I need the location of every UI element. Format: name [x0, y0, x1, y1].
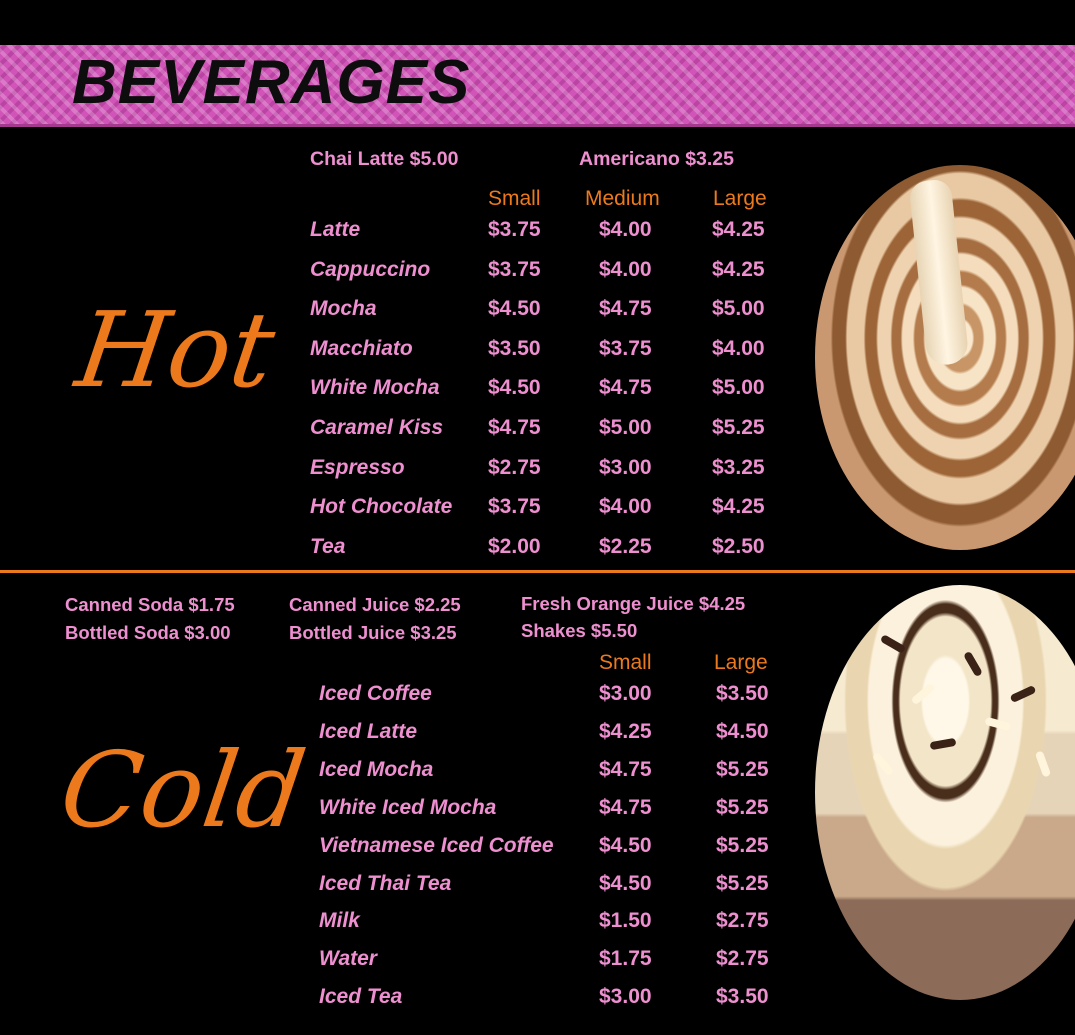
- hot-item-price: $4.75: [488, 416, 541, 439]
- cold-item-price: $1.75: [599, 947, 652, 970]
- hot-item-price: $5.00: [599, 416, 652, 439]
- hot-item-price: $4.00: [599, 218, 652, 241]
- hot-item-price: $4.00: [712, 337, 765, 360]
- hot-size-small-header: Small: [488, 187, 541, 210]
- hot-item-price: $4.50: [488, 297, 541, 320]
- cold-item-price: $5.25: [716, 796, 769, 819]
- cold-item-price: $2.75: [716, 947, 769, 970]
- cold-extra-bottled-soda: Bottled Soda $3.00: [65, 622, 231, 643]
- cold-item-name: Milk: [319, 909, 360, 932]
- cold-item-name: Iced Mocha: [319, 758, 434, 781]
- hot-item-price: $4.25: [712, 218, 765, 241]
- cold-item-name: White Iced Mocha: [319, 796, 497, 819]
- hot-item-price: $5.25: [712, 416, 765, 439]
- cold-extra-canned-soda: Canned Soda $1.75: [65, 594, 235, 615]
- hot-item-price: $5.00: [712, 297, 765, 320]
- hot-item-name: Mocha: [310, 297, 377, 320]
- cold-extra-shakes: Shakes $5.50: [521, 620, 638, 641]
- hot-item-price: $4.00: [599, 258, 652, 281]
- hot-item-name: White Mocha: [310, 376, 440, 399]
- cold-item-name: Water: [319, 947, 377, 970]
- hot-item-price: $4.75: [599, 297, 652, 320]
- hot-item-price: $3.75: [488, 258, 541, 281]
- cold-item-price: $2.75: [716, 909, 769, 932]
- page-title: BEVERAGES: [72, 48, 471, 117]
- hot-size-large-header: Large: [713, 187, 767, 210]
- cold-extra-canned-juice: Canned Juice $2.25: [289, 594, 461, 615]
- cold-extra-fresh-orange-juice: Fresh Orange Juice $4.25: [521, 593, 746, 614]
- hot-size-medium-header: Medium: [585, 187, 660, 210]
- cold-item-price: $4.50: [599, 872, 652, 895]
- cold-item-name: Iced Tea: [319, 985, 403, 1008]
- hot-item-name: Espresso: [310, 456, 405, 479]
- hot-item-name: Caramel Kiss: [310, 416, 444, 439]
- cold-item-price: $3.50: [716, 682, 769, 705]
- cold-item-price: $5.25: [716, 834, 769, 857]
- cold-item-price: $4.25: [599, 720, 652, 743]
- hot-item-price: $2.00: [488, 535, 541, 558]
- hot-item-price: $5.00: [712, 376, 765, 399]
- hot-item-name: Macchiato: [310, 337, 413, 360]
- cold-item-price: $5.25: [716, 758, 769, 781]
- hot-item-price: $3.75: [599, 337, 652, 360]
- cold-item-price: $4.50: [716, 720, 769, 743]
- hot-item-name: Hot Chocolate: [310, 495, 453, 518]
- hot-item-name: Tea: [310, 535, 346, 558]
- cold-item-price: $5.25: [716, 872, 769, 895]
- hot-item-price: $3.00: [599, 456, 652, 479]
- hot-item-name: Cappuccino: [310, 258, 431, 281]
- hot-item-price: $4.00: [599, 495, 652, 518]
- hot-item-price: $2.25: [599, 535, 652, 558]
- hot-item-price: $3.50: [488, 337, 541, 360]
- hot-item-price: $4.50: [488, 376, 541, 399]
- cold-item-price: $4.75: [599, 758, 652, 781]
- cold-item-name: Iced Thai Tea: [319, 872, 452, 895]
- cold-item-price: $3.50: [716, 985, 769, 1008]
- cold-item-name: Iced Coffee: [319, 682, 432, 705]
- cold-item-price: $4.50: [599, 834, 652, 857]
- cold-drink-image: [815, 585, 1075, 1000]
- hot-item-price: $2.75: [488, 456, 541, 479]
- hot-item-price: $3.25: [712, 456, 765, 479]
- cold-extra-bottled-juice: Bottled Juice $3.25: [289, 622, 457, 643]
- cold-item-price: $1.50: [599, 909, 652, 932]
- hot-extra-chai-latte: Chai Latte $5.00: [310, 148, 459, 170]
- cold-size-large-header: Large: [714, 651, 768, 674]
- cold-size-small-header: Small: [599, 651, 652, 674]
- hot-item-price: $3.75: [488, 218, 541, 241]
- hot-item-price: $3.75: [488, 495, 541, 518]
- hot-item-name: Latte: [310, 218, 361, 241]
- hot-extra-americano: Americano $3.25: [579, 148, 735, 170]
- cold-item-name: Vietnamese Iced Coffee: [319, 834, 554, 857]
- hot-item-price: $4.75: [599, 376, 652, 399]
- hot-item-price: $4.25: [712, 495, 765, 518]
- cold-item-price: $3.00: [599, 985, 652, 1008]
- hot-item-price: $2.50: [712, 535, 765, 558]
- section-divider: [0, 570, 1075, 573]
- cold-item-price: $3.00: [599, 682, 652, 705]
- cold-section-label: Cold: [53, 729, 313, 851]
- hot-section-label: Hot: [69, 289, 282, 411]
- hot-item-price: $4.25: [712, 258, 765, 281]
- cold-item-price: $4.75: [599, 796, 652, 819]
- cold-item-name: Iced Latte: [319, 720, 418, 743]
